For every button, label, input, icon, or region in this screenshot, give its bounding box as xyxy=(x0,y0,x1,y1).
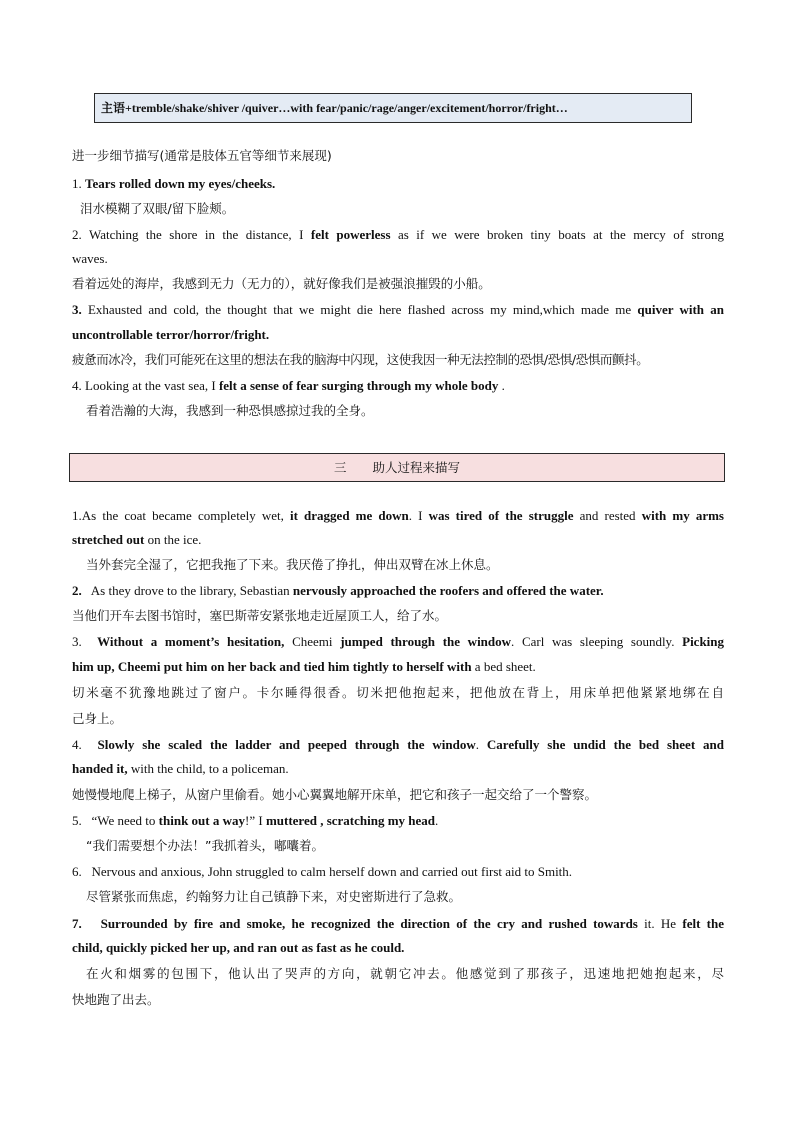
help-7-en-cont: child, quickly picked her up, and ran out as fast as he could. xyxy=(72,940,405,955)
help-6-en: 6. Nervous and anxious, John struggled to calm herself down and carried out first aid to Smith. xyxy=(72,864,573,879)
help-5-en: 5. “We need to think out a way!” I muttered , scratching my head. xyxy=(72,813,439,828)
pattern-box xyxy=(94,93,692,123)
section-number: 三 xyxy=(333,460,347,475)
help-4-en: 4. Slowly she scaled the ladder and peeped through the window. Carefully she undid the bed sheet and xyxy=(72,737,724,752)
help-4-cn: 她慢慢地爬上梯子，从窗户里偷看。她小心翼翼地解开床单，把它和孩子一起交给了一个警察。 xyxy=(72,787,598,802)
help-3-cn-cont: 己身上。 xyxy=(72,711,123,726)
help-1-en-cont: stretched out on the ice. xyxy=(72,532,202,547)
help-7-cn: 在火和烟雾的包围下，他认出了哭声的方向，就朝它冲去。他感觉到了那孩子，迅速地把她抱起来，尽 xyxy=(86,966,724,981)
example-3-cn: 疲惫而冰冷，我们可能死在这里的想法在我的脑海中闪现，这使我因一种无法控制的恐惧/恐惧/恐惧而颤抖。 xyxy=(72,352,649,367)
example-3-en-cont: uncontrollable terror/horror/fright. xyxy=(72,327,270,342)
help-2-cn: 当他们开车去图书馆时，塞巴斯蒂安紧张地走近屋顶工人，给了水。 xyxy=(72,608,448,623)
help-7-en: 7. Surrounded by fire and smoke, he recognized the direction of the cry and rushed towards it. He felt the xyxy=(72,916,725,931)
example-4-cn: 看着浩瀚的大海，我感到一种恐惧感掠过我的全身。 xyxy=(86,403,374,418)
help-3-en: 3. Without a moment’s hesitation, Cheemi jumped through the window. Carl was sleeping soundly. Picking xyxy=(72,634,725,649)
example-3-en: 3. Exhausted and cold, the thought that we might die here flashed across my mind,which made me quiver with an xyxy=(72,302,724,317)
example-4-en: 4. Looking at the vast sea, I felt a sense of fear surging through my whole body . xyxy=(72,378,505,393)
intro-heading: 进一步细节描写(通常是肢体五官等细节来展现) xyxy=(72,148,332,163)
help-4-en-cont: handed it, with the child, to a policeman. xyxy=(72,761,289,776)
example-2-cn: 看着远处的海岸，我感到无力（无力的），就好像我们是被强浪摧毁的小船。 xyxy=(72,276,491,291)
help-3-en-cont: him up, Cheemi put him on her back and tied him tightly to herself with a bed sheet. xyxy=(72,659,536,674)
help-1-en: 1.As the coat became completely wet, it dragged me down. I was tired of the struggle and rested with my arms xyxy=(72,508,724,523)
pattern-text: 主语+tremble/shake/shiver /quiver…with fear/panic/rage/anger/excitement/horror/fright… xyxy=(101,101,568,115)
example-2-en: 2. Watching the shore in the distance, I felt powerless as if we were broken tiny boats at the mercy of strong xyxy=(72,227,724,242)
example-2-en-cont: waves. xyxy=(72,251,108,266)
example-1-en: 1. Tears rolled down my eyes/cheeks. xyxy=(72,176,276,191)
help-3-cn: 切米毫不犹豫地跳过了窗户。卡尔睡得很香。切米把他抱起来，把他放在背上，用床单把他紧紧地绑在自 xyxy=(72,685,724,700)
section-heading xyxy=(69,453,725,482)
help-2-en: 2. As they drove to the library, Sebastian nervously approached the roofers and offered the water. xyxy=(72,583,604,598)
help-5-cn: “我们需要想个办法！”我抓着头，嘟囔着。 xyxy=(86,838,324,853)
help-7-cn-cont: 快地跑了出去。 xyxy=(72,992,160,1007)
help-6-cn: 尽管紧张而焦虑，约翰努力让自己镇静下来，对史密斯进行了急救。 xyxy=(86,889,462,904)
help-1-cn: 当外套完全湿了，它把我拖了下来。我厌倦了挣扎，伸出双臂在冰上休息。 xyxy=(86,557,499,572)
section-title: 助人过程来描写 xyxy=(372,460,461,475)
example-1-cn: 泪水模糊了双眼/留下脸颊。 xyxy=(80,201,235,216)
